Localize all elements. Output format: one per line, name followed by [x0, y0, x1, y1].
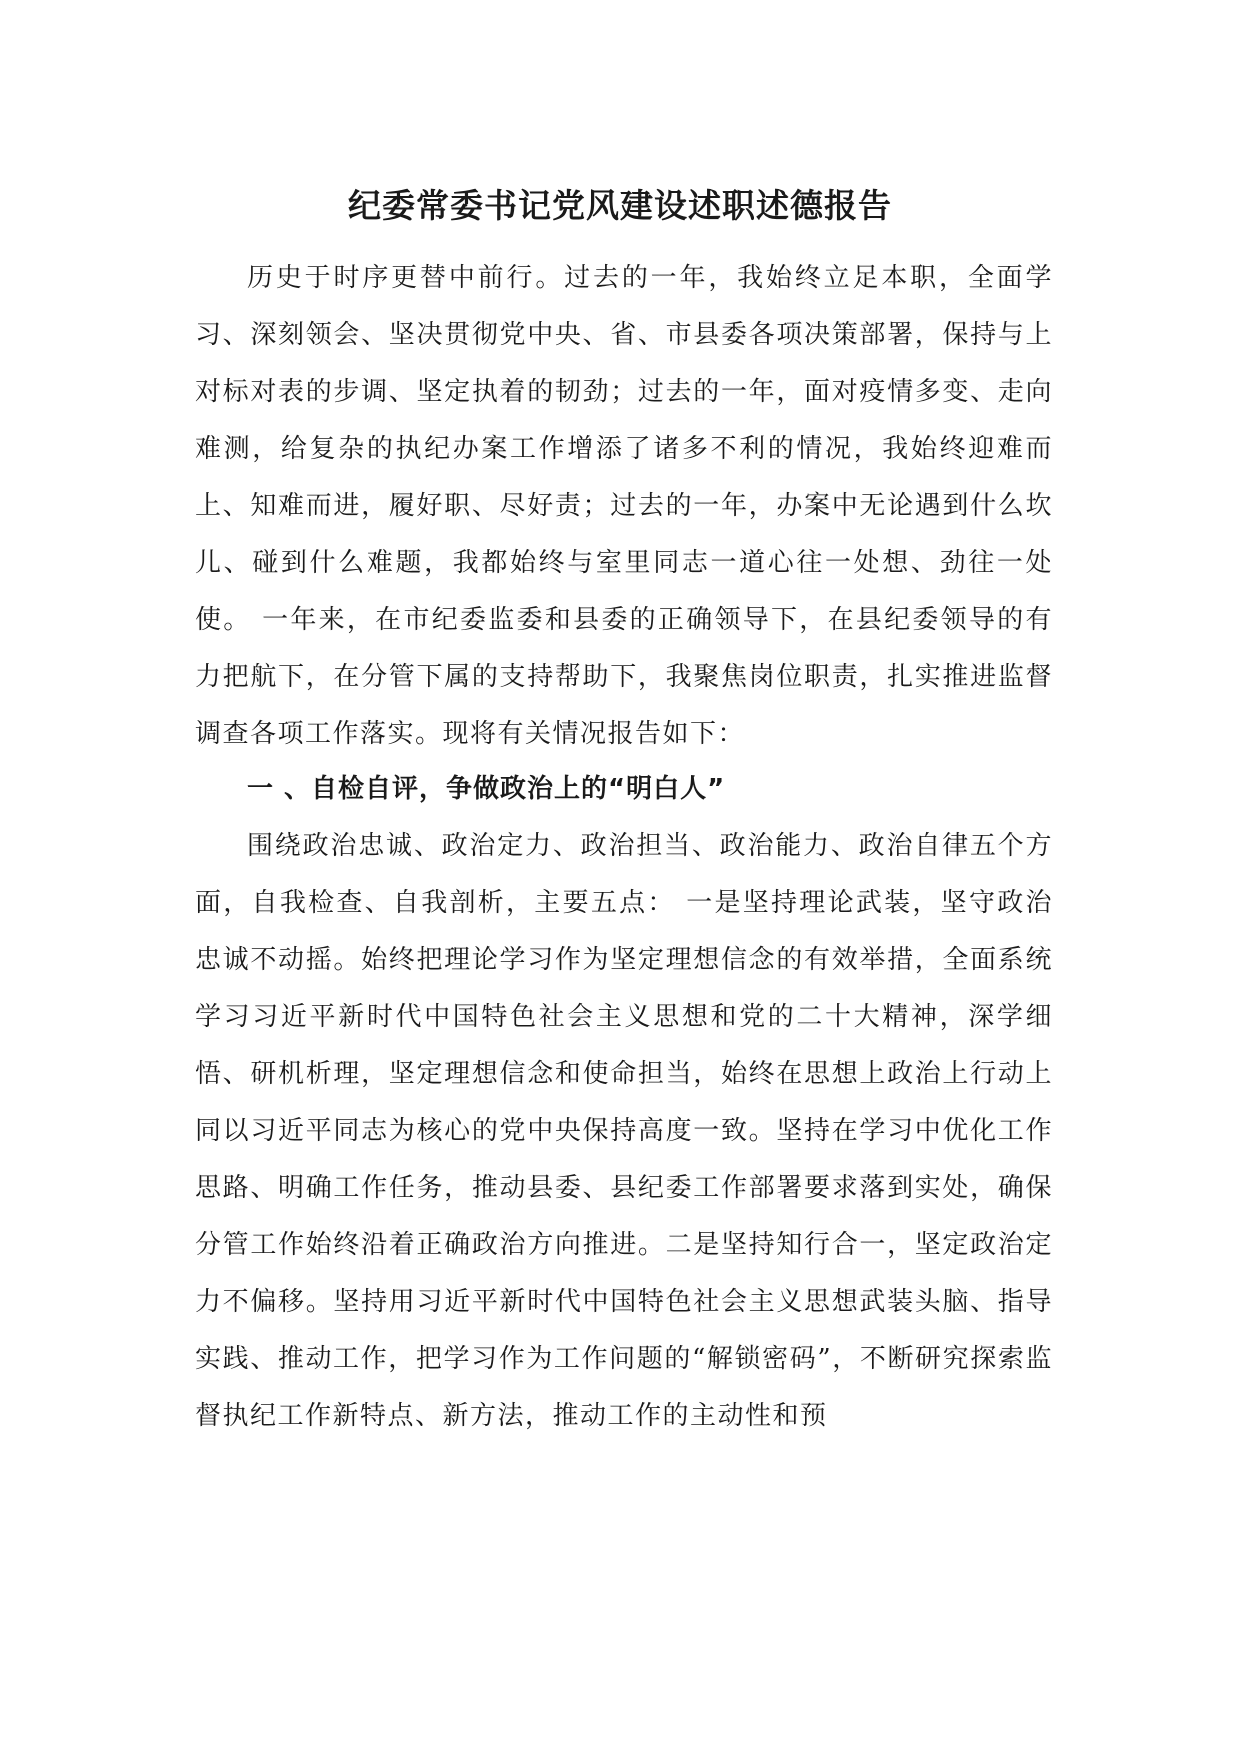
section-heading: 一 、自检自评，争做政治上的“明白人” [247, 774, 726, 804]
section-paragraph: 围绕政治忠诚、政治定力、政治担当、政治能力、政治自律五个方面，自我检查、自我剖析，主要五点： 一是坚持理论武装，坚守政治忠诚不动摇。始终把理论学习作为坚定理想信念的有效举措，全面系统学习习近平新时代中国特色社会主义思想和党的二十大精神，深学细悟、研机析理，坚定理想信念和使命担当，始终在思想上政治上行动上同以习近平同志为核心的党中央保持高度一致。坚持在学习中优化工作思路、明确工作任务，推动县委、县纪委工作部署要求落到实处，确保分管工作始终沿着正确政治方向推进。二是坚持知行合一，坚定政治定力不偏移。坚持用习近平新时代中国特色社会主义思想武装头脑、指导实践、推动工作，把学习作为工作问题的“解锁密码”，不断研究探索监督执纪工作新特点、新方法，推动工作的主动性和预 [195, 831, 1053, 1431]
intro-paragraph: 历史于时序更替中前行。过去的一年，我始终立足本职，全面学习、深刻领会、坚决贯彻党中央、省、市县委各项决策部署，保持与上对标对表的步调、坚定执着的韧劲；过去的一年，面对疫情多变、走向难测，给复杂的执纪办案工作增添了诸多不利的情况，我始终迎难而上、知难而进，履好职、尽好责；过去的一年，办案中无论遇到什么坎儿、碰到什么难题，我都始终与室里同志一道心往一处想、劲往一处使。 一年来，在市纪委监委和县委的正确领导下，在县纪委领导的有力把航下，在分管下属的支持帮助下，我聚焦岗位职责，扎实推进监督调查各项工作落实。现将有关情况报告如下： [195, 263, 1053, 749]
document-title: 纪委常委书记党风建设述职述德报告 [348, 186, 892, 225]
